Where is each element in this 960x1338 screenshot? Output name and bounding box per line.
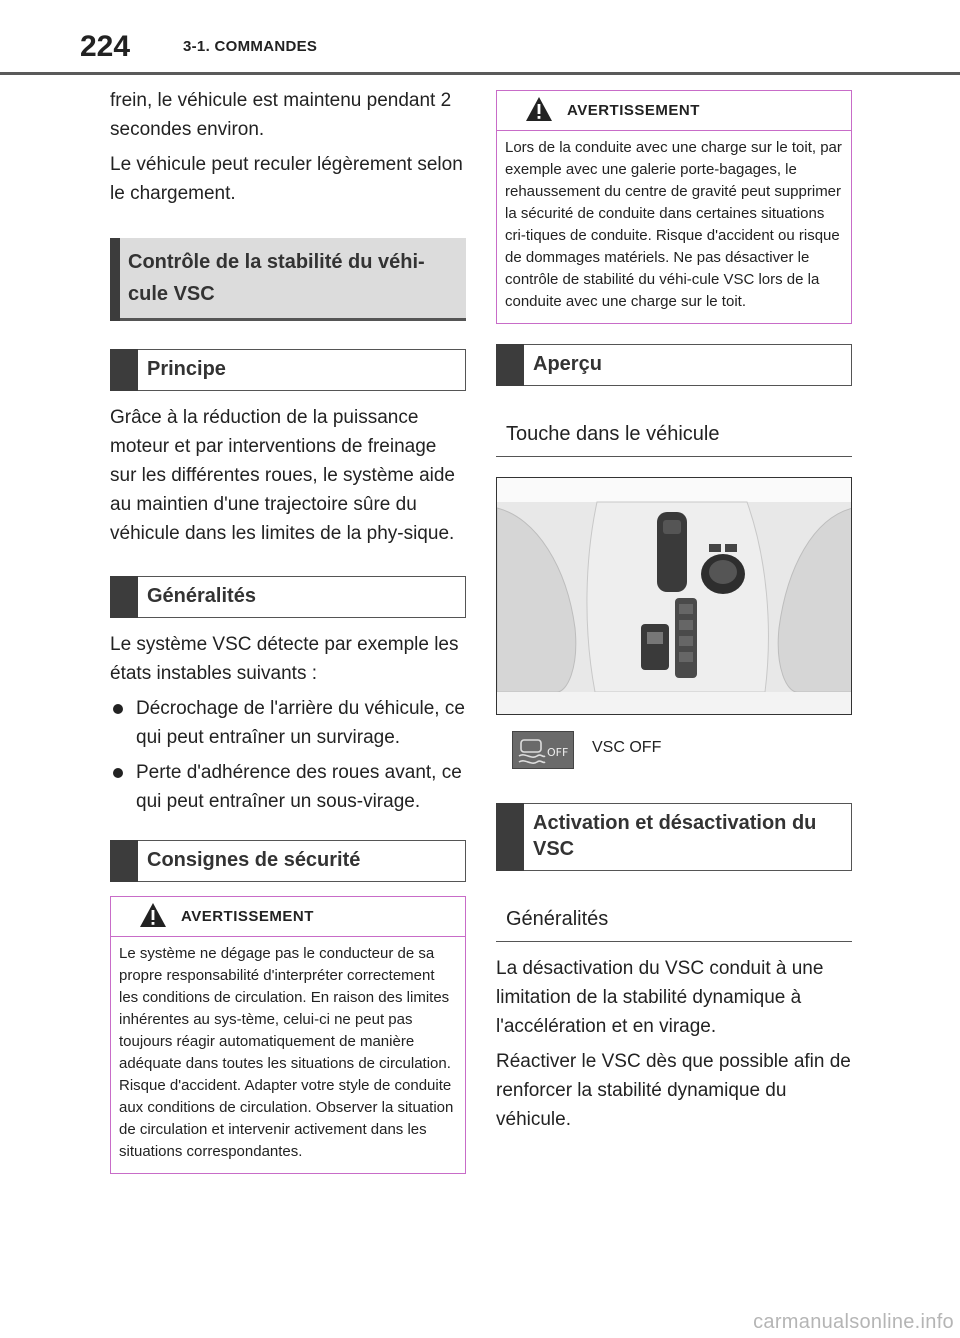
list-item: Décrochage de l'arrière du véhicule, ce qui peut entraîner un survirage. bbox=[110, 694, 466, 752]
generalites-paragraph: Le système VSC détecte par exemple les états instables suivants : bbox=[110, 634, 459, 684]
page-number: 224 bbox=[80, 30, 131, 63]
watermark: carmanualsonline.info bbox=[753, 1311, 954, 1333]
principe-paragraph: Grâce à la réduction de la puissance moteur et par interventions de freinage sur les différentes roues, le système aide au maintien d'une trajectoire sûre du véhicule dans les limites de la phy-sique. bbox=[110, 407, 455, 544]
subheading-apercu: Aperçu bbox=[496, 344, 852, 386]
activation-paragraph-1: La désactivation du VSC conduit à une limitation de la stabilité dynamique à l'accélération et en virage. bbox=[496, 958, 824, 1037]
subheading-generalites: Généralités bbox=[110, 576, 466, 618]
warning-text: Lors de la conduite avec une charge sur le toit, par exemple avec une galerie porte-bagages, le rehaussement du centre de gravité peut supprimer la sécurité de conduite dans certaines situations cri-tiques de conduite. Risque d'accident ou risque de dommages matériels. Ne pas désactiver le contrôle de stabilité du véhi-cule VSC lors de la conduite avec une charge sur le toit. bbox=[505, 139, 842, 310]
intro-paragraph-1: frein, le véhicule est maintenu pendant 2 secondes environ. bbox=[110, 90, 452, 140]
subheading-touche: Touche dans le véhicule bbox=[496, 414, 852, 457]
warning-header bbox=[497, 91, 851, 131]
vsc-off-label: VSC OFF bbox=[592, 739, 662, 756]
activation-paragraph-2: Réactiver le VSC dès que possible afin de renforcer la stabilité dynamique du véhicule. bbox=[496, 1051, 851, 1130]
vsc-button-text: OFF bbox=[547, 746, 569, 759]
warning-text: Le système ne dégage pas le conducteur de sa propre responsabilité d'interpréter correctement les conditions de circulation. En raison des limites inhérentes au sys-tème, celui-ci ne peut pas toujours réagir automatiquement de manière adéquate dans toutes les situations de circulation. Risque d'accident. Adapter votre style de conduite aux conditions de circulation. Observer la situation de circulation et intervenir activement dans les situations correspondantes. bbox=[119, 945, 454, 1160]
center-console-illustration bbox=[497, 478, 852, 715]
header-rule bbox=[0, 72, 960, 75]
subheading-activation: Activation et désactivation du VSC bbox=[496, 803, 852, 871]
section-heading-vsc-line-2: cule VSC bbox=[128, 283, 215, 305]
vsc-off-legend bbox=[496, 731, 852, 775]
left-column bbox=[110, 86, 466, 1174]
warning-triangle-icon bbox=[525, 96, 553, 122]
intro-paragraph-2: Le véhicule peut reculer légèrement selon le chargement. bbox=[110, 154, 463, 204]
page-header bbox=[0, 0, 960, 76]
warning-title: AVERTISSEMENT bbox=[567, 102, 700, 119]
warning-header bbox=[111, 897, 465, 937]
warning-box-left bbox=[110, 896, 466, 1174]
center-console-photo bbox=[496, 477, 852, 715]
subheading-consignes: Consignes de sécurité bbox=[110, 840, 466, 882]
section-heading-vsc-line-1: Contrôle de la stabilité du véhi- bbox=[128, 251, 425, 273]
subheading-generalites-right: Généralités bbox=[496, 899, 852, 942]
warning-box-right bbox=[496, 90, 852, 324]
vsc-car-skid-icon bbox=[513, 732, 573, 768]
section-heading-vsc bbox=[110, 238, 466, 321]
list-item: Perte d'adhérence des roues avant, ce qui peut entraîner un sous-virage. bbox=[110, 758, 466, 816]
warning-triangle-icon bbox=[139, 902, 167, 928]
vsc-off-button-image bbox=[512, 731, 574, 769]
instability-list bbox=[110, 694, 466, 816]
right-column bbox=[496, 90, 852, 1140]
chapter-title: 3-1. COMMANDES bbox=[183, 38, 318, 55]
warning-title: AVERTISSEMENT bbox=[181, 908, 314, 925]
subheading-principe: Principe bbox=[110, 349, 466, 391]
